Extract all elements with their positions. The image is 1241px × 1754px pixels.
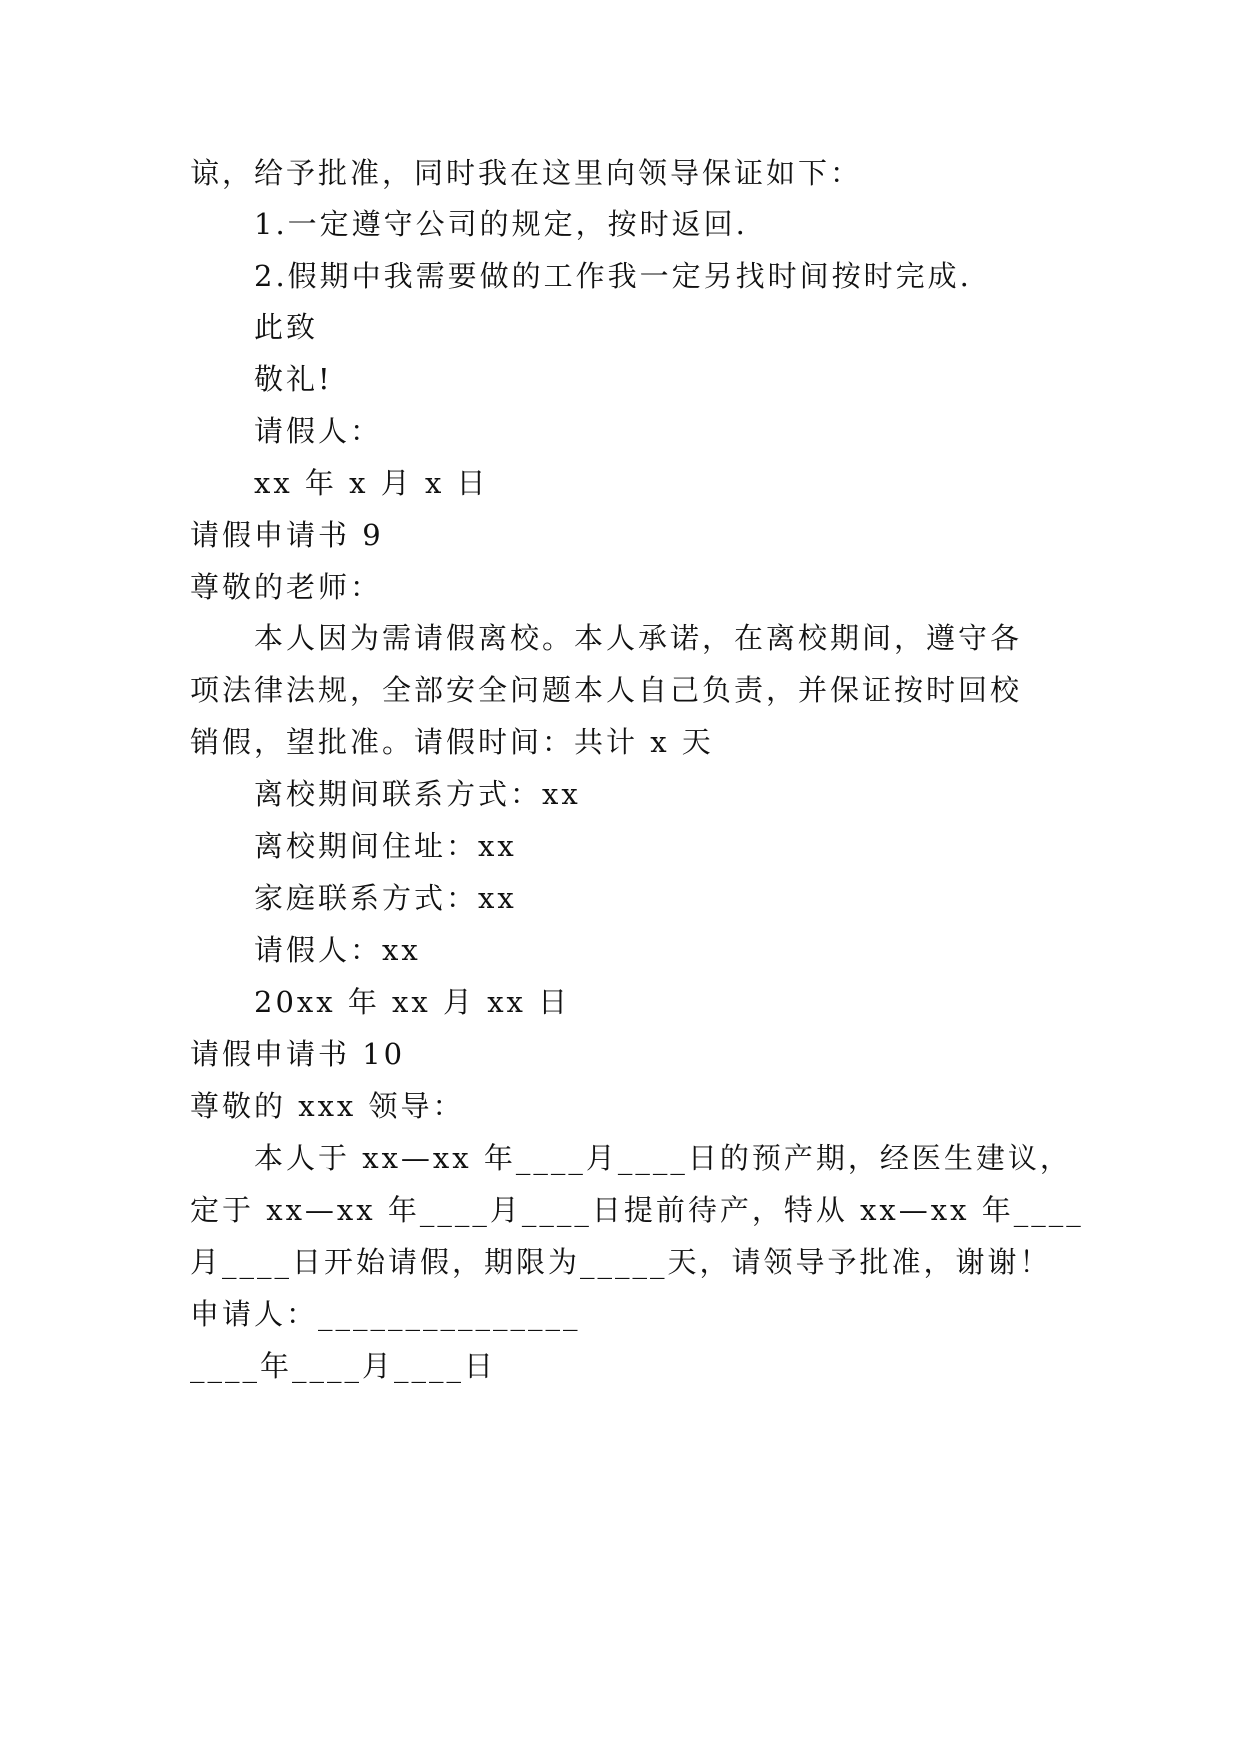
text-line-7: xx 年 x 月 x 日 (254, 466, 489, 500)
text-line-24: ____年____月____日 (190, 1349, 497, 1383)
text-line-17: 20xx 年 xx 月 xx 日 (254, 985, 571, 1019)
text-line-19: 尊敬的 xxx 领导： (190, 1089, 465, 1123)
text-line-15: 家庭联系方式：xx (254, 881, 517, 915)
text-line-2: 1.一定遵守公司的规定，按时返回. (254, 207, 748, 241)
section-heading-10: 请假申请书 10 (190, 1037, 406, 1071)
text-line-11: 项法律法规，全部安全问题本人自己负责，并保证按时回校 (190, 673, 1023, 707)
text-line-23: 申请人：_______________ (190, 1297, 581, 1331)
text-line-14: 离校期间住址：xx (254, 829, 517, 863)
text-line-20: 本人于 xx—xx 年____月____日的预产期，经医生建议， (254, 1141, 1072, 1175)
text-line-13: 离校期间联系方式：xx (254, 777, 581, 811)
text-line-1: 谅，给予批准，同时我在这里向领导保证如下： (190, 156, 863, 190)
text-line-12: 销假，望批准。请假时间：共计 x 天 (190, 725, 714, 759)
text-line-9: 尊敬的老师： (190, 570, 383, 604)
section-heading-9: 请假申请书 9 (190, 518, 384, 552)
text-line-3: 2.假期中我需要做的工作我一定另找时间按时完成. (254, 259, 972, 293)
text-line-6: 请假人： (254, 414, 383, 448)
text-line-16: 请假人：xx (254, 933, 421, 967)
text-line-5: 敬礼! (254, 362, 333, 396)
text-line-22: 月____日开始请假，期限为_____天，请领导予批准，谢谢！ (190, 1245, 1052, 1279)
text-line-4: 此致 (254, 310, 319, 344)
text-line-21: 定于 xx—xx 年____月____日提前待产，特从 xx—xx 年____ (190, 1193, 1084, 1227)
text-line-10: 本人因为需请假离校。本人承诺，在离校期间，遵守各 (254, 621, 1023, 655)
